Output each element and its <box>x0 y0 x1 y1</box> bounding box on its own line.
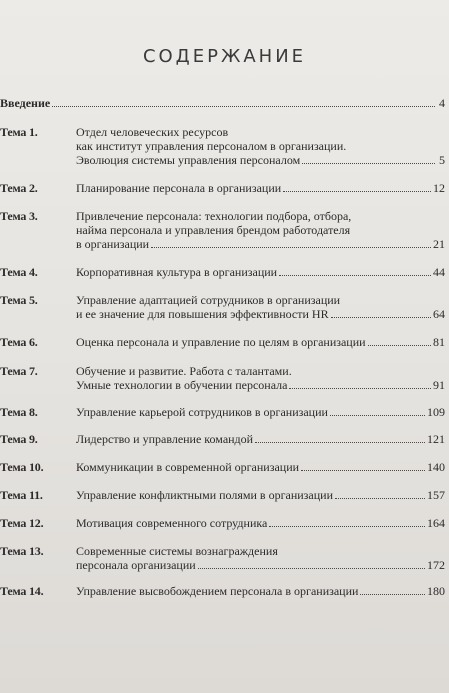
toc-entry-body <box>76 364 445 392</box>
toc-entry-topic-11[interactable] <box>0 488 445 508</box>
toc-line: персонала организации <box>76 558 196 572</box>
toc-entry-topic-6[interactable] <box>0 335 445 355</box>
toc-entry-topic-14[interactable] <box>0 584 445 604</box>
toc-last-line <box>76 405 445 419</box>
toc-line: Привлечение персонала: технологии подбора, отбора, <box>76 209 352 223</box>
toc-topic-number: Тема 11. <box>0 488 43 502</box>
dot-leader <box>198 568 425 569</box>
toc-line: Управление высвобождением персонала в организации <box>76 584 359 598</box>
toc-entry-body <box>76 293 445 321</box>
toc-last-line <box>76 335 445 349</box>
toc-line: Обучение и развитие. Работа с талантами. <box>76 364 292 378</box>
dot-leader <box>301 470 425 471</box>
toc-page-number: 4 <box>439 96 445 110</box>
toc-page-number: 157 <box>427 488 445 502</box>
toc-entry-body <box>76 488 445 502</box>
toc-entry-body <box>0 96 445 110</box>
toc-line: в организации <box>76 237 150 251</box>
toc-topic-number: Тема 8. <box>0 405 38 419</box>
toc-last-line <box>76 181 445 195</box>
toc-topic-number: Тема 13. <box>0 544 44 558</box>
toc-topic-number: Тема 14. <box>0 584 44 598</box>
dot-leader <box>335 498 425 499</box>
toc-line: Коммуникации в современной организации <box>76 460 300 474</box>
toc-page-number: 5 <box>439 153 445 167</box>
dot-leader <box>52 106 435 107</box>
toc-line: и ее значение для повышения эффективности HR <box>76 307 329 321</box>
dot-leader <box>368 345 431 346</box>
toc-last-line <box>76 307 445 321</box>
dot-leader <box>283 191 431 192</box>
toc-entry-topic-12[interactable] <box>0 516 445 536</box>
toc-topic-number: Тема 1. <box>0 125 38 139</box>
dot-leader <box>330 415 425 416</box>
toc-topic-number: Тема 4. <box>0 265 38 279</box>
toc-topic-number: Тема 5. <box>0 293 38 307</box>
toc-page-number: 64 <box>433 307 445 321</box>
toc-entry-topic-10[interactable] <box>0 460 445 480</box>
toc-topic-number: Тема 10. <box>0 460 44 474</box>
toc-last-line <box>76 488 445 502</box>
toc-line: Управление карьерой сотрудников в организации <box>76 405 328 419</box>
toc-last-line <box>76 378 445 392</box>
toc-entry-body <box>76 335 445 349</box>
toc-entry-title: Введение <box>0 96 51 110</box>
toc-line: Планирование персонала в организации <box>76 181 282 195</box>
toc-entry-intro[interactable] <box>0 96 445 116</box>
toc-entry-topic-4[interactable] <box>0 265 445 285</box>
dot-leader <box>255 442 425 443</box>
toc-entry-topic-2[interactable] <box>0 181 445 201</box>
toc-topic-number: Тема 7. <box>0 364 38 378</box>
toc-last-line <box>76 432 445 446</box>
dot-leader <box>331 317 431 318</box>
toc-page-number: 140 <box>427 460 445 474</box>
toc-page-number: 21 <box>433 237 445 251</box>
toc-entry-topic-7[interactable] <box>0 364 445 392</box>
dot-leader <box>360 594 425 595</box>
toc-entry-body <box>76 209 445 251</box>
toc-line: найма персонала и управления брендом работодателя <box>76 223 351 237</box>
toc-last-line <box>76 265 445 279</box>
toc-page-number: 12 <box>433 181 445 195</box>
toc-entry-topic-13[interactable] <box>0 544 445 572</box>
toc-line: Отдел человеческих ресурсов <box>76 125 229 139</box>
toc-entry-body <box>76 584 445 598</box>
dot-leader <box>302 163 435 164</box>
toc-last-line <box>0 96 445 110</box>
toc-line: Управление конфликтными полями в организации <box>76 488 334 502</box>
toc-entry-topic-5[interactable] <box>0 293 445 321</box>
toc-last-line <box>76 558 445 572</box>
toc-last-line <box>76 584 445 598</box>
toc-page-number: 180 <box>427 584 445 598</box>
toc-last-line <box>76 516 445 530</box>
toc-entry-body <box>76 432 445 446</box>
toc-page-number: 91 <box>433 378 445 392</box>
toc-line: Лидерство и управление командой <box>76 432 254 446</box>
toc-entry-body <box>76 125 445 167</box>
toc-line: Корпоративная культура в организации <box>76 265 278 279</box>
toc-topic-number: Тема 9. <box>0 432 38 446</box>
toc-page-number: 121 <box>427 432 445 446</box>
toc-page-number: 44 <box>433 265 445 279</box>
toc-line: Оценка персонала и управление по целям в организации <box>76 335 366 349</box>
toc-line: Современные системы вознаграждения <box>76 544 278 558</box>
toc-entry-body <box>76 516 445 530</box>
dot-leader <box>279 275 431 276</box>
toc-last-line <box>76 460 445 474</box>
toc-page-number: 81 <box>433 335 445 349</box>
dot-leader <box>289 388 431 389</box>
toc-line: Управление адаптацией сотрудников в организации <box>76 293 341 307</box>
page-title: СОДЕРЖАНИЕ <box>142 46 307 67</box>
toc-page-number: 164 <box>427 516 445 530</box>
toc-line: как институт управления персоналом в организации. <box>76 139 347 153</box>
dot-leader <box>151 247 431 248</box>
toc-entry-body <box>76 405 445 419</box>
toc-entry-topic-9[interactable] <box>0 432 445 452</box>
toc-entry-body <box>76 544 445 572</box>
toc-entry-topic-3[interactable] <box>0 209 445 251</box>
toc-entry-topic-1[interactable] <box>0 125 445 167</box>
toc-line: Мотивация современного сотрудника <box>76 516 268 530</box>
toc-last-line <box>76 153 445 167</box>
toc-topic-number: Тема 2. <box>0 181 38 195</box>
toc-topic-number: Тема 6. <box>0 335 38 349</box>
toc-entry-body <box>76 181 445 195</box>
toc-page-number: 172 <box>427 558 445 572</box>
toc-line: Умные технологии в обучении персонала <box>76 378 288 392</box>
toc-entry-body <box>76 460 445 474</box>
toc-line: Эволюция системы управления персоналом <box>76 153 301 167</box>
toc-topic-number: Тема 3. <box>0 209 38 223</box>
toc-entry-topic-8[interactable] <box>0 405 445 425</box>
dot-leader <box>269 526 425 527</box>
toc-last-line <box>76 237 445 251</box>
toc-topic-number: Тема 12. <box>0 516 44 530</box>
toc-page-number: 109 <box>427 405 445 419</box>
toc-entry-body <box>76 265 445 279</box>
